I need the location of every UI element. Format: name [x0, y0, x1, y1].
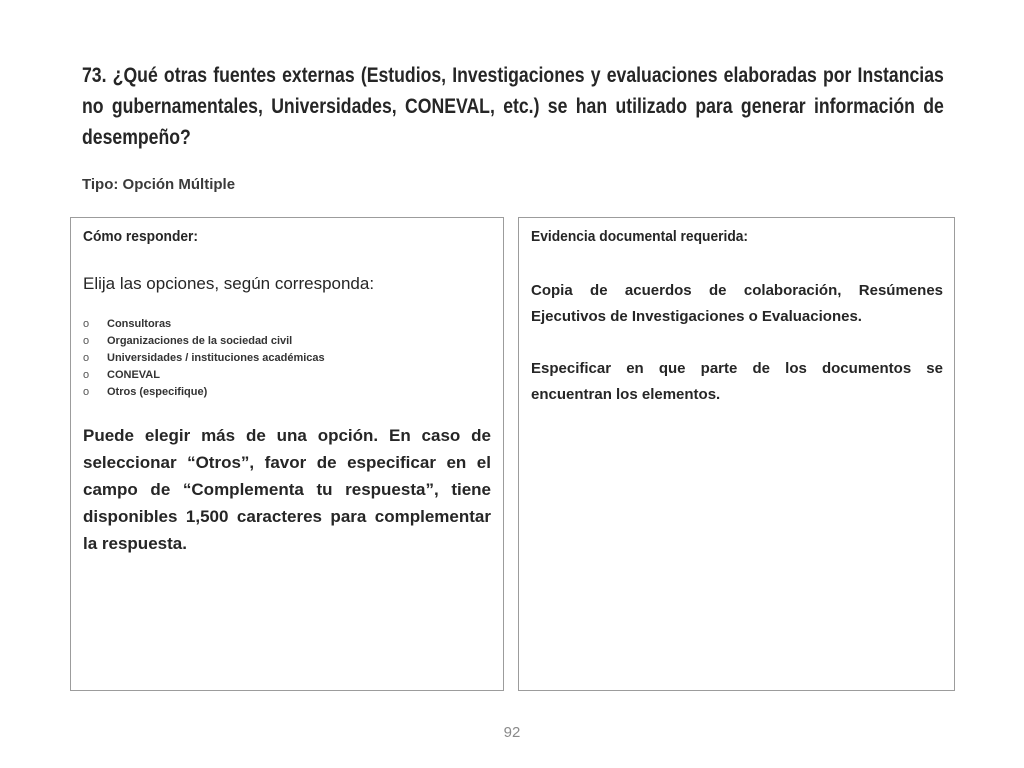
evidence-heading: Evidencia documental requerida: — [531, 228, 749, 245]
circle-bullet-icon: o — [83, 352, 90, 364]
options-intro: Elija las opciones, según corresponda: — [83, 274, 375, 293]
circle-bullet-icon: o — [83, 335, 90, 347]
answer-instructions: Puede elegir más de una opción. En caso de seleccionar “Otros”, favor de especificar en el campo de “Complementa tu respuesta”, tiene disponibles 1,500 caracteres para complementar la respuesta. — [83, 426, 491, 553]
option-label: Consultoras — [107, 318, 172, 330]
evidence-description: Copia de acuerdos de colaboración, Resúmenes Ejecutivos de Investigaciones o Evaluaciones. — [531, 282, 943, 325]
how-to-answer-panel — [70, 217, 504, 691]
how-to-answer-heading: Cómo responder: — [83, 228, 199, 245]
evidence-panel — [518, 217, 955, 691]
option-label: Universidades / instituciones académicas — [107, 352, 325, 364]
question-type: Tipo: Opción Múltiple — [82, 176, 236, 193]
option-label: CONEVAL — [107, 369, 160, 381]
evidence-location-note: Especificar en que parte de los documentos se encuentran los elementos. — [531, 360, 943, 403]
circle-bullet-icon: o — [83, 369, 90, 381]
list-item — [83, 367, 325, 384]
circle-bullet-icon: o — [83, 318, 90, 330]
list-item — [83, 316, 325, 333]
option-label: Otros (especifique) — [107, 386, 208, 398]
list-item — [83, 384, 325, 401]
options-list — [83, 316, 325, 401]
question-title: 73. ¿Qué otras fuentes externas (Estudios, Investigaciones y evaluaciones elaboradas por Instancias no gubernamentales, Universidades, CONEVAL, etc.) se han utilizado para generar información de desempeño? — [82, 64, 944, 149]
list-item — [83, 333, 325, 350]
option-label: Organizaciones de la sociedad civil — [107, 335, 293, 347]
page-number: 92 — [503, 724, 521, 741]
list-item — [83, 350, 325, 367]
circle-bullet-icon: o — [83, 386, 90, 398]
